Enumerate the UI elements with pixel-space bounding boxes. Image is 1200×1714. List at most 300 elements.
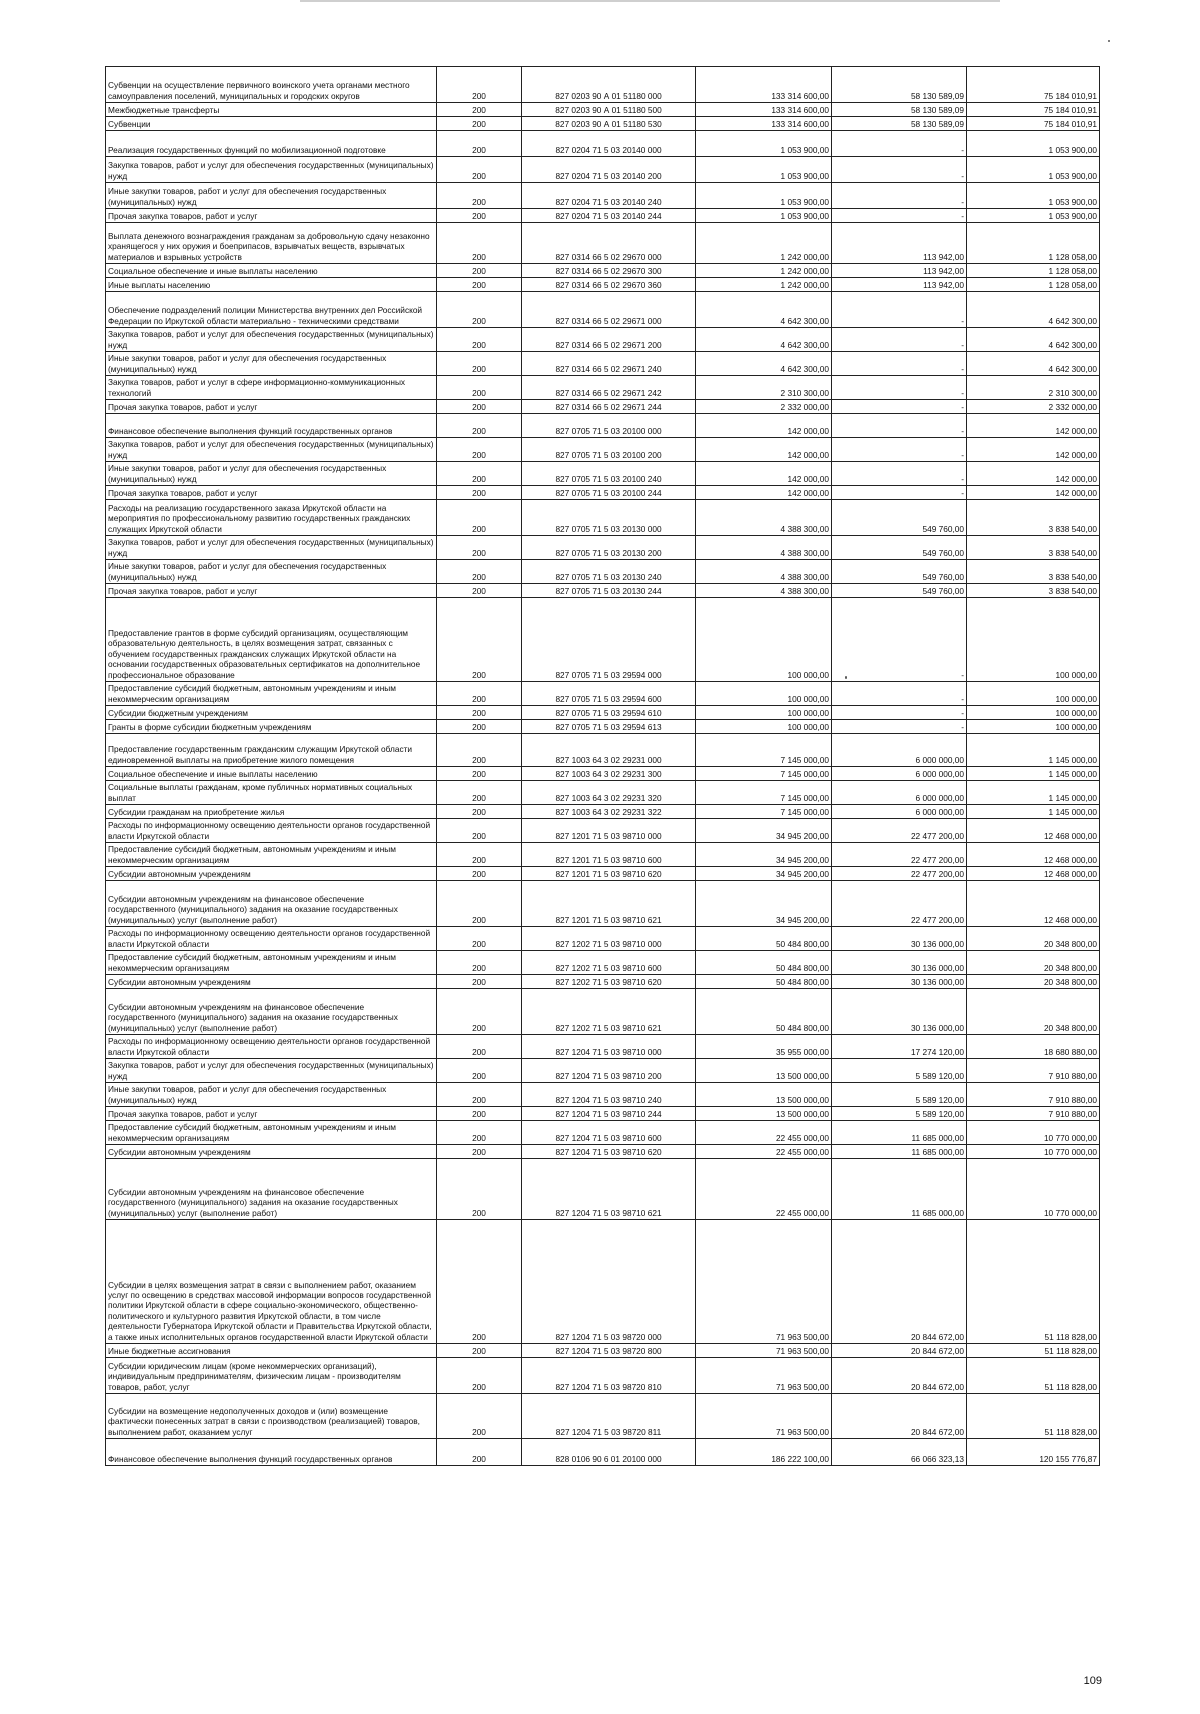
- table-row: [106, 183, 1100, 209]
- row-approved-amount: 1 053 900,00: [696, 157, 832, 183]
- row-unexecuted-amount: 12 468 000,00: [967, 819, 1100, 843]
- row-executed-amount: 58 130 589,09: [832, 103, 967, 117]
- scan-top-rule: [300, 0, 1000, 2]
- row-status-code: 200: [437, 805, 522, 819]
- table-row: [106, 352, 1100, 376]
- row-status-code: 200: [437, 209, 522, 223]
- row-budget-code: 827 0705 71 5 03 20100 200: [522, 438, 696, 462]
- row-executed-amount: 113 942,00: [832, 223, 967, 264]
- row-budget-code: 827 1003 64 3 02 29231 320: [522, 781, 696, 805]
- row-executed-amount: 20 844 672,00: [832, 1358, 967, 1394]
- row-approved-amount: 22 455 000,00: [696, 1145, 832, 1159]
- row-unexecuted-amount: 7 910 880,00: [967, 1059, 1100, 1083]
- table-row: [106, 767, 1100, 781]
- row-executed-amount: 20 844 672,00: [832, 1220, 967, 1344]
- row-approved-amount: 71 963 500,00: [696, 1394, 832, 1439]
- row-executed-amount: 6 000 000,00: [832, 781, 967, 805]
- row-status-code: 200: [437, 1121, 522, 1145]
- row-status-code: 200: [437, 1083, 522, 1107]
- row-status-code: 200: [437, 486, 522, 500]
- row-budget-code: 827 1204 71 5 03 98710 200: [522, 1059, 696, 1083]
- row-name: Предоставление грантов в форме субсидий организациям, осуществляющим образовательную деятельность, в целях возмещения затрат, связанных с обучением государственных гражданских служащих Иркутской области на основании государственных образовательных сертификатов на дополнительное профессиональное образование: [106, 598, 437, 682]
- row-name: Иные закупки товаров, работ и услуг для обеспечения государственных (муниципальных) нужд: [106, 560, 437, 584]
- row-status-code: 200: [437, 682, 522, 706]
- row-executed-amount: -: [832, 157, 967, 183]
- row-budget-code: 827 1204 71 5 03 98710 620: [522, 1145, 696, 1159]
- row-unexecuted-amount: 51 118 828,00: [967, 1358, 1100, 1394]
- row-unexecuted-amount: 4 642 300,00: [967, 352, 1100, 376]
- row-status-code: 200: [437, 376, 522, 400]
- row-budget-code: 827 1201 71 5 03 98710 600: [522, 843, 696, 867]
- row-executed-amount: 5 589 120,00: [832, 1107, 967, 1121]
- row-name: Предоставление субсидий бюджетным, автономным учреждениям и иным некоммерческим организациям: [106, 682, 437, 706]
- table-body: [106, 67, 1100, 1466]
- row-budget-code: 827 1201 71 5 03 98710 620: [522, 867, 696, 881]
- table-row: [106, 264, 1100, 278]
- row-approved-amount: 22 455 000,00: [696, 1159, 832, 1220]
- row-approved-amount: 4 642 300,00: [696, 328, 832, 352]
- row-approved-amount: 4 388 300,00: [696, 536, 832, 560]
- table-row: [106, 781, 1100, 805]
- row-executed-amount: -: [832, 292, 967, 328]
- row-unexecuted-amount: 1 145 000,00: [967, 767, 1100, 781]
- table-row: [106, 328, 1100, 352]
- row-unexecuted-amount: 75 184 010,91: [967, 67, 1100, 103]
- row-unexecuted-amount: 75 184 010,91: [967, 117, 1100, 131]
- row-executed-amount: 549 760,00: [832, 560, 967, 584]
- row-approved-amount: 100 000,00: [696, 720, 832, 734]
- row-budget-code: 827 1003 64 3 02 29231 322: [522, 805, 696, 819]
- row-name: Социальное обеспечение и иные выплаты населению: [106, 264, 437, 278]
- table-row: [106, 867, 1100, 881]
- table-row: [106, 951, 1100, 975]
- row-status-code: 200: [437, 819, 522, 843]
- row-approved-amount: 71 963 500,00: [696, 1344, 832, 1358]
- row-status-code: 200: [437, 438, 522, 462]
- row-status-code: 200: [437, 536, 522, 560]
- row-approved-amount: 2 332 000,00: [696, 400, 832, 414]
- row-unexecuted-amount: 20 348 800,00: [967, 989, 1100, 1035]
- row-unexecuted-amount: 142 000,00: [967, 486, 1100, 500]
- table-row: [106, 975, 1100, 989]
- row-status-code: 200: [437, 881, 522, 927]
- row-name: Иные закупки товаров, работ и услуг для обеспечения государственных (муниципальных) нужд: [106, 462, 437, 486]
- table-row: [106, 1220, 1100, 1344]
- row-name: Финансовое обеспечение выполнения функций государственных органов: [106, 1439, 437, 1466]
- row-executed-amount: -: [832, 414, 967, 438]
- row-status-code: 200: [437, 706, 522, 720]
- row-executed-amount: 549 760,00: [832, 500, 967, 536]
- table-row: [106, 560, 1100, 584]
- table-row: [106, 414, 1100, 438]
- row-name: Финансовое обеспечение выполнения функций государственных органов: [106, 414, 437, 438]
- row-status-code: 200: [437, 264, 522, 278]
- row-executed-amount: 11 685 000,00: [832, 1159, 967, 1220]
- row-budget-code: 827 0314 66 5 02 29671 240: [522, 352, 696, 376]
- row-executed-amount: 5 589 120,00: [832, 1059, 967, 1083]
- row-executed-amount: -: [832, 598, 967, 682]
- row-unexecuted-amount: 1 145 000,00: [967, 734, 1100, 767]
- row-unexecuted-amount: 1 128 058,00: [967, 223, 1100, 264]
- row-approved-amount: 7 145 000,00: [696, 805, 832, 819]
- row-executed-amount: 58 130 589,09: [832, 67, 967, 103]
- table-row: [106, 1035, 1100, 1059]
- row-status-code: 200: [437, 720, 522, 734]
- row-name: Субсидии гражданам на приобретение жилья: [106, 805, 437, 819]
- row-approved-amount: 4 388 300,00: [696, 584, 832, 598]
- row-unexecuted-amount: 3 838 540,00: [967, 584, 1100, 598]
- row-budget-code: 828 0106 90 6 01 20100 000: [522, 1439, 696, 1466]
- row-approved-amount: 34 945 200,00: [696, 843, 832, 867]
- row-budget-code: 827 1003 64 3 02 29231 000: [522, 734, 696, 767]
- row-executed-amount: -: [832, 328, 967, 352]
- row-name: Субсидии автономным учреждениям: [106, 975, 437, 989]
- row-status-code: 200: [437, 292, 522, 328]
- row-approved-amount: 1 242 000,00: [696, 278, 832, 292]
- row-budget-code: 827 1201 71 5 03 98710 621: [522, 881, 696, 927]
- row-unexecuted-amount: 120 155 776,87: [967, 1439, 1100, 1466]
- row-name: Прочая закупка товаров, работ и услуг: [106, 584, 437, 598]
- row-unexecuted-amount: 12 468 000,00: [967, 881, 1100, 927]
- row-approved-amount: 142 000,00: [696, 462, 832, 486]
- row-executed-amount: 549 760,00: [832, 584, 967, 598]
- row-unexecuted-amount: 142 000,00: [967, 414, 1100, 438]
- row-status-code: 200: [437, 1107, 522, 1121]
- row-budget-code: 827 0705 71 5 03 29594 613: [522, 720, 696, 734]
- row-name: Расходы по информационному освещению деятельности органов государственной власти Иркутской области: [106, 819, 437, 843]
- row-name: Субвенции: [106, 117, 437, 131]
- row-status-code: 200: [437, 1145, 522, 1159]
- row-name: Прочая закупка товаров, работ и услуг: [106, 1107, 437, 1121]
- row-name: Иные выплаты населению: [106, 278, 437, 292]
- row-unexecuted-amount: 51 118 828,00: [967, 1394, 1100, 1439]
- row-executed-amount: -: [832, 706, 967, 720]
- row-budget-code: 827 0203 90 А 01 51180 530: [522, 117, 696, 131]
- row-name: Прочая закупка товаров, работ и услуг: [106, 486, 437, 500]
- row-name: Предоставление субсидий бюджетным, автономным учреждениям и иным некоммерческим организациям: [106, 951, 437, 975]
- row-budget-code: 827 1204 71 5 03 98710 600: [522, 1121, 696, 1145]
- table-row: [106, 278, 1100, 292]
- budget-execution-table: [105, 66, 1100, 1466]
- row-approved-amount: 34 945 200,00: [696, 867, 832, 881]
- row-approved-amount: 142 000,00: [696, 438, 832, 462]
- table-row: [106, 927, 1100, 951]
- row-approved-amount: 50 484 800,00: [696, 927, 832, 951]
- row-unexecuted-amount: 51 118 828,00: [967, 1344, 1100, 1358]
- row-approved-amount: 1 242 000,00: [696, 264, 832, 278]
- row-approved-amount: 34 945 200,00: [696, 881, 832, 927]
- row-budget-code: 827 0705 71 5 03 20130 000: [522, 500, 696, 536]
- table-row: [106, 486, 1100, 500]
- row-unexecuted-amount: 142 000,00: [967, 438, 1100, 462]
- row-unexecuted-amount: 4 642 300,00: [967, 328, 1100, 352]
- row-executed-amount: 30 136 000,00: [832, 951, 967, 975]
- row-name: Иные закупки товаров, работ и услуг для обеспечения государственных (муниципальных) нужд: [106, 183, 437, 209]
- row-unexecuted-amount: 1 053 900,00: [967, 131, 1100, 157]
- table-row: [106, 157, 1100, 183]
- row-approved-amount: 100 000,00: [696, 682, 832, 706]
- row-unexecuted-amount: 20 348 800,00: [967, 951, 1100, 975]
- row-budget-code: 827 1202 71 5 03 98710 620: [522, 975, 696, 989]
- row-unexecuted-amount: 3 838 540,00: [967, 536, 1100, 560]
- table-row: [106, 1121, 1100, 1145]
- table-row: [106, 117, 1100, 131]
- row-executed-amount: 30 136 000,00: [832, 989, 967, 1035]
- row-approved-amount: 34 945 200,00: [696, 819, 832, 843]
- row-executed-amount: -: [832, 486, 967, 500]
- row-status-code: 200: [437, 781, 522, 805]
- row-unexecuted-amount: 1 128 058,00: [967, 278, 1100, 292]
- row-executed-amount: 20 844 672,00: [832, 1344, 967, 1358]
- row-approved-amount: 1 053 900,00: [696, 209, 832, 223]
- row-executed-amount: 17 274 120,00: [832, 1035, 967, 1059]
- row-budget-code: 827 1202 71 5 03 98710 600: [522, 951, 696, 975]
- row-name: Предоставление субсидий бюджетным, автономным учреждениям и иным некоммерческим организациям: [106, 843, 437, 867]
- scan-speck: [845, 676, 847, 679]
- row-unexecuted-amount: 100 000,00: [967, 706, 1100, 720]
- row-status-code: 200: [437, 103, 522, 117]
- table-row: [106, 584, 1100, 598]
- row-budget-code: 827 1202 71 5 03 98710 621: [522, 989, 696, 1035]
- row-name: Предоставление государственным гражданским служащим Иркутской области единовременной выплаты на приобретение жилого помещения: [106, 734, 437, 767]
- row-approved-amount: 13 500 000,00: [696, 1083, 832, 1107]
- row-name: Расходы по информационному освещению деятельности органов государственной власти Иркутской области: [106, 1035, 437, 1059]
- table-row: [106, 223, 1100, 264]
- row-unexecuted-amount: 4 642 300,00: [967, 292, 1100, 328]
- row-name: Субсидии в целях возмещения затрат в связи с выполнением работ, оказанием услуг по освещению в средствах массовой информации вопросов государственной политики Иркутской области в сфере социально-экономического, общественно-политического и культурного развития Иркутской области, в том числе деятельности Губернатора Иркутской области и Правительства Иркутской области, а также иных исполнительных органов государственной власти Иркутской области: [106, 1220, 437, 1344]
- row-name: Субсидии автономным учреждениям на финансовое обеспечение государственного (муниципального) задания на оказание государственных (муниципальных) услуг (выполнение работ): [106, 989, 437, 1035]
- row-unexecuted-amount: 10 770 000,00: [967, 1145, 1100, 1159]
- row-approved-amount: 186 222 100,00: [696, 1439, 832, 1466]
- table-row: [106, 720, 1100, 734]
- row-status-code: 200: [437, 67, 522, 103]
- table-row: [106, 131, 1100, 157]
- row-status-code: 200: [437, 734, 522, 767]
- row-budget-code: 827 0204 71 5 03 20140 200: [522, 157, 696, 183]
- row-executed-amount: -: [832, 720, 967, 734]
- row-status-code: 200: [437, 1035, 522, 1059]
- row-approved-amount: 133 314 600,00: [696, 103, 832, 117]
- row-status-code: 200: [437, 989, 522, 1035]
- row-approved-amount: 7 145 000,00: [696, 767, 832, 781]
- row-approved-amount: 50 484 800,00: [696, 989, 832, 1035]
- row-executed-amount: 20 844 672,00: [832, 1394, 967, 1439]
- row-unexecuted-amount: 100 000,00: [967, 682, 1100, 706]
- row-approved-amount: 4 642 300,00: [696, 352, 832, 376]
- scan-speck: [1108, 40, 1110, 42]
- row-unexecuted-amount: 1 053 900,00: [967, 183, 1100, 209]
- row-status-code: 200: [437, 598, 522, 682]
- row-executed-amount: -: [832, 209, 967, 223]
- row-approved-amount: 133 314 600,00: [696, 67, 832, 103]
- row-approved-amount: 13 500 000,00: [696, 1059, 832, 1083]
- row-budget-code: 827 1204 71 5 03 98710 240: [522, 1083, 696, 1107]
- row-status-code: 200: [437, 975, 522, 989]
- row-approved-amount: 1 053 900,00: [696, 183, 832, 209]
- row-name: Субсидии на возмещение недополученных доходов и (или) возмещение фактически понесенных затрат в связи с производством (реализацией) товаров, выполнением работ, оказанием услуг: [106, 1394, 437, 1439]
- row-budget-code: 827 0705 71 5 03 20130 200: [522, 536, 696, 560]
- row-name: Закупка товаров, работ и услуг для обеспечения государственных (муниципальных) нужд: [106, 536, 437, 560]
- table-row: [106, 400, 1100, 414]
- row-executed-amount: 66 066 323,13: [832, 1439, 967, 1466]
- row-name: Расходы по информационному освещению деятельности органов государственной власти Иркутской области: [106, 927, 437, 951]
- row-approved-amount: 35 955 000,00: [696, 1035, 832, 1059]
- row-unexecuted-amount: 7 910 880,00: [967, 1107, 1100, 1121]
- row-name: Иные закупки товаров, работ и услуг для обеспечения государственных (муниципальных) нужд: [106, 1083, 437, 1107]
- row-budget-code: 827 1204 71 5 03 98720 800: [522, 1344, 696, 1358]
- row-name: Субсидии автономным учреждениям на финансовое обеспечение государственного (муниципального) задания на оказание государственных (муниципальных) услуг (выполнение работ): [106, 881, 437, 927]
- table-row: [106, 989, 1100, 1035]
- row-budget-code: 827 0314 66 5 02 29671 242: [522, 376, 696, 400]
- row-status-code: 200: [437, 328, 522, 352]
- row-unexecuted-amount: 3 838 540,00: [967, 500, 1100, 536]
- table-row: [106, 805, 1100, 819]
- row-unexecuted-amount: 1 145 000,00: [967, 805, 1100, 819]
- row-status-code: 200: [437, 927, 522, 951]
- table-row: [106, 438, 1100, 462]
- row-name: Иные закупки товаров, работ и услуг для обеспечения государственных (муниципальных) нужд: [106, 352, 437, 376]
- row-budget-code: 827 0204 71 5 03 20140 000: [522, 131, 696, 157]
- row-unexecuted-amount: 12 468 000,00: [967, 867, 1100, 881]
- row-status-code: 200: [437, 462, 522, 486]
- row-approved-amount: 71 963 500,00: [696, 1358, 832, 1394]
- row-status-code: 200: [437, 183, 522, 209]
- row-name: Субсидии автономным учреждениям: [106, 867, 437, 881]
- row-executed-amount: 58 130 589,09: [832, 117, 967, 131]
- row-unexecuted-amount: 3 838 540,00: [967, 560, 1100, 584]
- row-executed-amount: 5 589 120,00: [832, 1083, 967, 1107]
- row-approved-amount: 142 000,00: [696, 486, 832, 500]
- row-status-code: 200: [437, 584, 522, 598]
- row-approved-amount: 4 388 300,00: [696, 560, 832, 584]
- row-name: Социальное обеспечение и иные выплаты населению: [106, 767, 437, 781]
- row-executed-amount: -: [832, 352, 967, 376]
- row-unexecuted-amount: 20 348 800,00: [967, 927, 1100, 951]
- row-status-code: 200: [437, 843, 522, 867]
- row-executed-amount: 22 477 200,00: [832, 881, 967, 927]
- row-approved-amount: 7 145 000,00: [696, 781, 832, 805]
- row-approved-amount: 4 388 300,00: [696, 500, 832, 536]
- row-name: Иные бюджетные ассигнования: [106, 1344, 437, 1358]
- row-unexecuted-amount: 18 680 880,00: [967, 1035, 1100, 1059]
- row-status-code: 200: [437, 867, 522, 881]
- row-executed-amount: 549 760,00: [832, 536, 967, 560]
- row-budget-code: 827 1201 71 5 03 98710 000: [522, 819, 696, 843]
- row-name: Закупка товаров, работ и услуг для обеспечения государственных (муниципальных) нужд: [106, 1059, 437, 1083]
- row-status-code: 200: [437, 1439, 522, 1466]
- row-status-code: 200: [437, 1059, 522, 1083]
- row-name: Прочая закупка товаров, работ и услуг: [106, 209, 437, 223]
- row-budget-code: 827 0204 71 5 03 20140 240: [522, 183, 696, 209]
- row-name: Закупка товаров, работ и услуг для обеспечения государственных (муниципальных) нужд: [106, 438, 437, 462]
- table-row: [106, 1159, 1100, 1220]
- row-budget-code: 827 0203 90 А 01 51180 000: [522, 67, 696, 103]
- row-approved-amount: 22 455 000,00: [696, 1121, 832, 1145]
- table-row: [106, 1439, 1100, 1466]
- table-row: [106, 734, 1100, 767]
- row-approved-amount: 7 145 000,00: [696, 734, 832, 767]
- row-name: Прочая закупка товаров, работ и услуг: [106, 400, 437, 414]
- row-name: Субсидии автономным учреждениям на финансовое обеспечение государственного (муниципального) задания на оказание государственных (муниципальных) услуг (выполнение работ): [106, 1159, 437, 1220]
- row-unexecuted-amount: 1 145 000,00: [967, 781, 1100, 805]
- table-row: [106, 1358, 1100, 1394]
- row-unexecuted-amount: 1 128 058,00: [967, 264, 1100, 278]
- row-status-code: 200: [437, 414, 522, 438]
- row-name: Выплата денежного вознаграждения гражданам за добровольную сдачу незаконно хранящегося у них оружия и боеприпасов, взрывчатых веществ, взрывчатых материалов и взрывных устройств: [106, 223, 437, 264]
- row-unexecuted-amount: 10 770 000,00: [967, 1121, 1100, 1145]
- table-row: [106, 209, 1100, 223]
- row-name: Расходы на реализацию государственного заказа Иркутской области на мероприятия по профессиональному развитию государственных гражданских служащих Иркутской области: [106, 500, 437, 536]
- row-status-code: 200: [437, 767, 522, 781]
- row-unexecuted-amount: 1 053 900,00: [967, 209, 1100, 223]
- row-name: Закупка товаров, работ и услуг для обеспечения государственных (муниципальных) нужд: [106, 157, 437, 183]
- row-approved-amount: 50 484 800,00: [696, 975, 832, 989]
- row-executed-amount: -: [832, 682, 967, 706]
- row-budget-code: 827 0705 71 5 03 29594 600: [522, 682, 696, 706]
- row-unexecuted-amount: 10 770 000,00: [967, 1159, 1100, 1220]
- row-status-code: 200: [437, 400, 522, 414]
- row-unexecuted-amount: 7 910 880,00: [967, 1083, 1100, 1107]
- row-executed-amount: 22 477 200,00: [832, 843, 967, 867]
- row-status-code: 200: [437, 500, 522, 536]
- row-unexecuted-amount: 100 000,00: [967, 598, 1100, 682]
- row-name: Межбюджетные трансферты: [106, 103, 437, 117]
- row-executed-amount: 113 942,00: [832, 264, 967, 278]
- row-approved-amount: 4 642 300,00: [696, 292, 832, 328]
- row-executed-amount: 30 136 000,00: [832, 975, 967, 989]
- row-budget-code: 827 0705 71 5 03 20130 240: [522, 560, 696, 584]
- row-status-code: 200: [437, 951, 522, 975]
- table-row: [106, 292, 1100, 328]
- row-status-code: 200: [437, 560, 522, 584]
- row-executed-amount: -: [832, 376, 967, 400]
- row-unexecuted-amount: 2 332 000,00: [967, 400, 1100, 414]
- row-budget-code: 827 1204 71 5 03 98710 621: [522, 1159, 696, 1220]
- row-budget-code: 827 0705 71 5 03 29594 610: [522, 706, 696, 720]
- row-budget-code: 827 1204 71 5 03 98720 000: [522, 1220, 696, 1344]
- row-approved-amount: 100 000,00: [696, 706, 832, 720]
- row-name: Субсидии юридическим лицам (кроме некоммерческих организаций), индивидуальным предпринимателям, физическим лицам - производителям товаров, работ, услуг: [106, 1358, 437, 1394]
- row-unexecuted-amount: 12 468 000,00: [967, 843, 1100, 867]
- row-unexecuted-amount: 1 053 900,00: [967, 157, 1100, 183]
- row-budget-code: 827 1204 71 5 03 98710 244: [522, 1107, 696, 1121]
- table-row: [106, 843, 1100, 867]
- row-executed-amount: 6 000 000,00: [832, 805, 967, 819]
- row-status-code: 200: [437, 117, 522, 131]
- row-status-code: 200: [437, 1344, 522, 1358]
- table-row: [106, 67, 1100, 103]
- row-status-code: 200: [437, 352, 522, 376]
- row-executed-amount: -: [832, 438, 967, 462]
- table-row: [106, 1083, 1100, 1107]
- row-unexecuted-amount: 51 118 828,00: [967, 1220, 1100, 1344]
- row-executed-amount: -: [832, 183, 967, 209]
- table-row: [106, 376, 1100, 400]
- row-budget-code: 827 1003 64 3 02 29231 300: [522, 767, 696, 781]
- row-approved-amount: 133 314 600,00: [696, 117, 832, 131]
- row-approved-amount: 71 963 500,00: [696, 1220, 832, 1344]
- row-unexecuted-amount: 75 184 010,91: [967, 103, 1100, 117]
- row-executed-amount: -: [832, 400, 967, 414]
- row-status-code: 200: [437, 1220, 522, 1344]
- table-row: [106, 1344, 1100, 1358]
- table-row: [106, 1394, 1100, 1439]
- row-budget-code: 827 0705 71 5 03 29594 000: [522, 598, 696, 682]
- table-row: [106, 881, 1100, 927]
- row-status-code: 200: [437, 157, 522, 183]
- row-name: Субсидии автономным учреждениям: [106, 1145, 437, 1159]
- row-name: Обеспечение подразделений полиции Министерства внутренних дел Российской Федерации по Иркутской области материально - техническими средствами: [106, 292, 437, 328]
